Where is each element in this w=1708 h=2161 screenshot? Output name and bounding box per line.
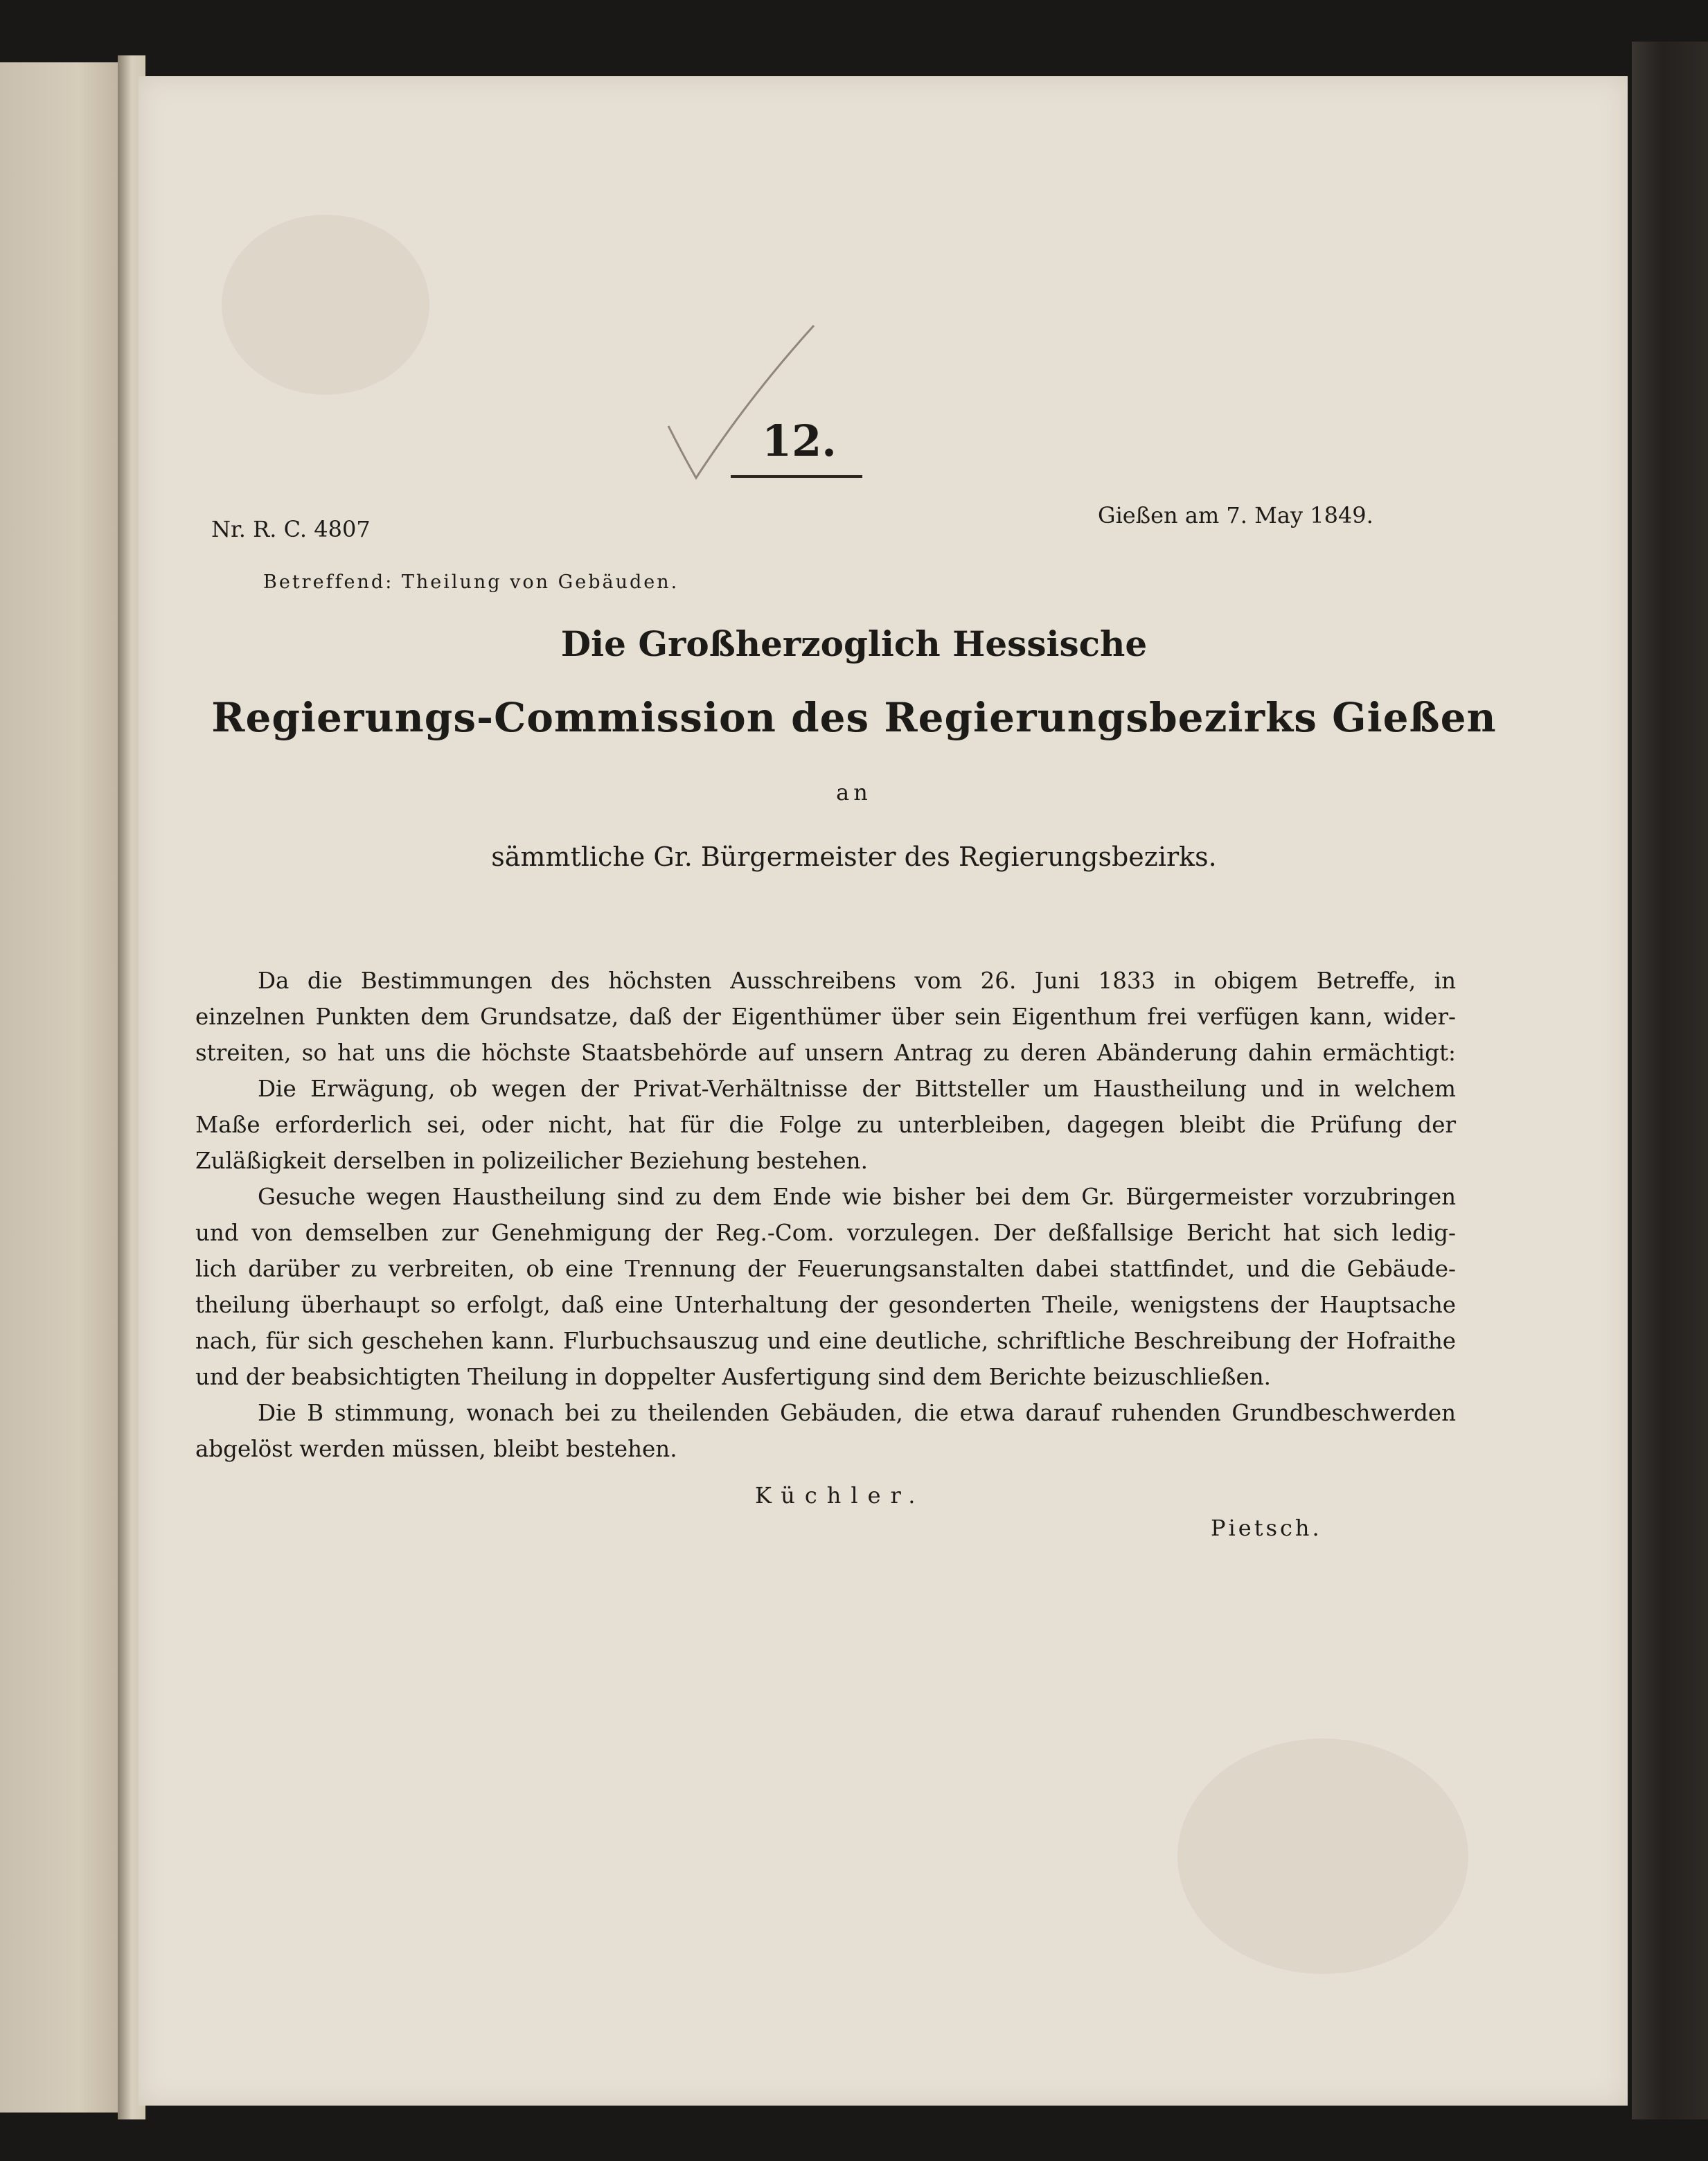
subject-line: Betreffend: Theilung von Gebäuden. [263, 571, 679, 593]
body-line: streiten, so hat uns die höchste Staatsbehörde auf unsern Antrag zu deren Abänderung dahin ermächtigt: [195, 1040, 1456, 1066]
body-line: theilung überhaupt so erfolgt, daß eine Unterhaltung der gesonderten Theile, wenigstens der Hauptsache [195, 1292, 1456, 1318]
left-page-edge [0, 62, 132, 2113]
body-line: Maße erforderlich sei, oder nicht, hat für die Folge zu unterbleiben, dagegen bleibt die Prüfung der [195, 1112, 1456, 1138]
signature-pietsch: Pietsch. [1211, 1515, 1322, 1541]
body-line: und der beabsichtigten Theilung in doppelter Ausfertigung sind dem Berichte beizuschließen. [195, 1364, 1271, 1390]
paper-stain [222, 215, 429, 395]
place-date: Gießen am 7. May 1849. [1098, 502, 1373, 528]
heading-an: an [836, 779, 872, 806]
body-line: Da die Bestimmungen des höchsten Ausschreibens vom 26. Juni 1833 in obigem Betreffe, in [258, 968, 1456, 994]
heading-recipients: sämmtliche Gr. Bürgermeister des Regierungsbezirks. [491, 842, 1217, 872]
body-line: Gesuche wegen Haustheilung sind zu dem Ende wie bisher bei dem Gr. Bürgermeister vorzubringen [258, 1184, 1456, 1210]
heading-issuer-line2: Regierungs-Commission des Regierungsbezirks Gießen [211, 694, 1497, 741]
body-line: lich darüber zu verbreiten, ob eine Trennung der Feuerungsanstalten dabei stattfindet, und die Gebäude- [195, 1256, 1456, 1282]
signature-kuechler: Küchler. [755, 1482, 925, 1509]
body-line: und von demselben zur Genehmigung der Reg.-Com. vorzulegen. Der deßfallsige Bericht hat sich ledig- [195, 1220, 1456, 1246]
body-line: nach, für sich geschehen kann. Flurbuchsauszug und eine deutliche, schriftliche Beschreibung der Hofraithe [195, 1328, 1456, 1354]
paper-stain [1177, 1738, 1468, 1974]
heading-issuer-line1: Die Großherzoglich Hessische [560, 623, 1148, 664]
document-number: 12. [762, 416, 837, 466]
body-line: Zuläßigkeit derselben in polizeilicher Beziehung bestehen. [195, 1148, 868, 1174]
body-line: einzelnen Punkten dem Grundsatze, daß der Eigenthümer über sein Eigenthum frei verfügen kann, wider- [195, 1004, 1456, 1030]
document-body [195, 963, 1456, 1467]
book-cover-edge [1632, 42, 1708, 2119]
number-rule [731, 475, 862, 478]
body-line: Die B stimmung, wonach bei zu theilenden Gebäuden, die etwa darauf ruhenden Grundbeschwerden [258, 1400, 1456, 1426]
reference-number: Nr. R. C. 4807 [211, 516, 371, 542]
body-line: Die Erwägung, ob wegen der Privat-Verhältnisse der Bittsteller um Haustheilung und in welchem [258, 1076, 1456, 1102]
body-line: abgelöst werden müssen, bleibt bestehen. [195, 1436, 677, 1462]
